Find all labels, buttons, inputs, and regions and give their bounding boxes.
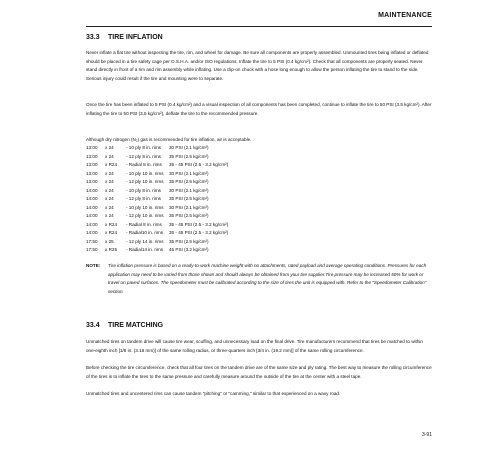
rim-diameter-cell: x 24 (105, 196, 114, 201)
ply-rim-cell: - 12 ply 8 in. rims (126, 196, 161, 201)
paragraph: Never inflate a flat tire without inspecting the tire, rim, and wheel for damage. Be sure all components are properly assembled. Unmounted tires being inflated or deflated should be placed in a tire safety cage per O.S.H.A. and/or ISO regulations. Inflate the tire to 5 PSI (0.4 kg/cm²). Check that all components are properly seated. Never stand directly in front of a rim and rim assembly while inflating. Use a clip-on chuck with a hose long enough to allow the person inflating the tire to stand to the side. Serious injury could result if the tire and mounting were to separate. (86, 50, 429, 81)
page-number: 3-91 (421, 432, 432, 438)
paragraph: Before checking the tire circumference, check that all four tires on the tandem drive are of the same size and ply rating. The best way to measure the rolling circumference of the tires is to inflate the tires to the same pressure and carefully measure around the outside of the tire at the center with a steel tape. (86, 365, 432, 379)
rim-diameter-cell: x 24 (105, 187, 114, 193)
ply-rim-cell: - Radial 8 in. rims (126, 162, 162, 167)
ply-rim-cell: - Radial10 in. rims (126, 230, 164, 235)
pressure-cell: 35 - 45 PSI (2.5 - 3.2 kg/cm²) (169, 162, 229, 167)
pressure-cell: 35 PSI (2.5 kg/cm²) (169, 238, 209, 244)
rim-diameter-cell: x 24 (105, 145, 114, 150)
rim-diameter-cell: x 24 (105, 213, 114, 218)
paragraph: Unmatched tires on tandem drive will cause tire wear, scuffing, and unnecessary load on the final drive. Tire manufacturers recommend that tires be matched to within one-eighth inch [1/8 in. (3.18 mm)] of the same rolling radius, or three-quarters inch [3/4 in. (19.2 mm)] of the same rolling circumference. (86, 339, 423, 353)
tire-width-cell: 17:50 (86, 247, 98, 252)
section-heading-tire-inflation (86, 34, 163, 41)
pressure-cell: 35 PSI (2.5 kg/cm²) (169, 153, 209, 159)
paragraph: Unmatched tires and uncentered rims can cause tandem "pitching" or "camming," similar to that experienced on a wavy road. (86, 391, 341, 396)
section-title: TIRE MATCHING (108, 322, 164, 329)
paragraph: Although dry nitrogen (N₂) gas is recommended for tire inflation, air is acceptable. (86, 137, 252, 142)
rim-diameter-cell: x R24 (105, 221, 118, 227)
page-header (86, 12, 432, 27)
pressure-cell: 30 PSI (2.1 kg/cm²) (169, 145, 209, 150)
pressure-cell: 35 PSI (2.5 kg/cm²) (169, 196, 209, 201)
rim-diameter-cell: x 24 (105, 153, 114, 159)
ply-rim-cell: - 12 ply 8 in. rims (126, 153, 161, 159)
rim-diameter-cell: x 24 (105, 179, 114, 184)
tire-width-cell: 13:00 (86, 179, 98, 184)
tire-width-cell: 14:00 (86, 221, 98, 227)
ply-rim-cell: - 12 ply 10 in. rims (126, 179, 164, 184)
rim-diameter-cell: x R24 (105, 230, 118, 235)
pressure-cell: 30 PSI (2.1 kg/cm²) (169, 204, 209, 210)
pressure-cell: 35 PSI (2.5 kg/cm²) (169, 213, 209, 218)
ply-rim-cell: - Radial 8 in. rims (126, 221, 162, 227)
ply-rim-cell: - Radial14 in. rims (126, 247, 164, 252)
ply-rim-cell: - 10 ply 10 in. rims (126, 170, 164, 176)
pressure-cell: 35 - 45 PSI (2.5 - 3.2 kg/cm²) (169, 221, 229, 227)
header-title: MAINTENANCE (378, 12, 432, 19)
ply-rim-cell: - 12 ply 14 in. rims (126, 238, 164, 244)
pressure-cell: 30 PSI (2.1 kg/cm²) (169, 187, 209, 193)
rim-diameter-cell: x 25 (105, 238, 114, 244)
paragraph: Once the tire has been inflated to 5 PSI (0.4 kg/cm²) and a visual inspection of all components has been completed, continue to inflate the tire to 50 PSI (3.5 kg/cm²). After inflating the tire to 50 PSI (3.5 kg/cm²), deflate the tire to the recommended pressure. (86, 102, 432, 116)
ply-rim-cell: - 10 ply 8 in. rims (126, 187, 161, 193)
tire-width-cell: 13:00 (86, 145, 98, 150)
rim-diameter-cell: x 24 (105, 170, 114, 176)
rim-diameter-cell: x R25 (105, 247, 118, 252)
tire-width-cell: 13:00 (86, 170, 98, 176)
tire-width-cell: 13:00 (86, 153, 98, 159)
section-number: 33.4 (86, 322, 100, 329)
tire-width-cell: 14:00 (86, 213, 98, 218)
tire-width-cell: 13:00 (86, 162, 98, 167)
note-text: Tire inflation pressure is based on a ready-to-work machine weight with no attachments, rated payload and average operating conditions. Pressures for each application may need to be varied from those shown and should always be obtained from your tire supplier.Tire pressure may be increased 50% for work or travel on paved surfaces. The speedometer must be calibrated according to the size of tires the unit is equipped with. Refer to the "Speedometer Calibration" section. (108, 263, 427, 294)
section-heading-tire-matching (86, 322, 163, 329)
rim-diameter-cell: x 24 (105, 204, 114, 210)
tire-width-cell: 14:00 (86, 230, 98, 235)
pressure-cell: 35 PSI (2.5 kg/cm²) (169, 179, 209, 184)
ply-rim-cell: - 10 ply 10 in. rims (126, 204, 164, 210)
tire-width-cell: 14:00 (86, 187, 98, 193)
tire-width-cell: 17:50 (86, 238, 98, 244)
tire-width-cell: 14:00 (86, 196, 98, 201)
tire-width-cell: 14:00 (86, 204, 98, 210)
section-number: 33.3 (86, 34, 100, 41)
pressure-cell: 30 PSI (2.1 kg/cm²) (169, 170, 209, 176)
pressure-cell: 45 PSI (3.2 kg/cm²) (169, 247, 209, 252)
pressure-cell: 35 - 45 PSI (2.5 - 3.2 kg/cm²) (169, 230, 229, 235)
ply-rim-cell: - 12 ply 10 in. rims (126, 213, 164, 218)
section-title: TIRE INFLATION (108, 34, 163, 41)
rim-diameter-cell: x R24 (105, 162, 118, 167)
ply-rim-cell: - 10 ply 8 in. rims (126, 145, 161, 150)
note-label: NOTE: (86, 263, 101, 268)
